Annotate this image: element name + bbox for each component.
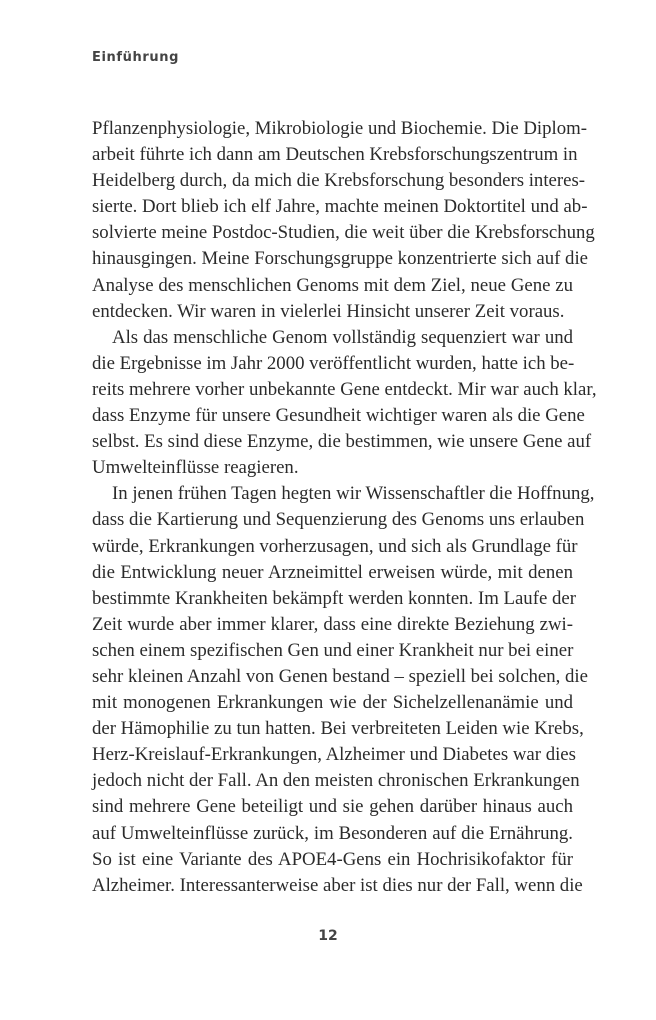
text-line: dass Enzyme für unsere Gesundheit wichtiger waren als die Gene xyxy=(92,405,585,427)
text-line: auf Umwelteinflüsse zurück, im Besonderen auf die Ernährung. xyxy=(92,822,573,844)
text-line: die Entwicklung neuer Arzneimittel erweisen würde, mit denen xyxy=(92,561,573,583)
text-line: Herz-Kreislauf-Erkrankungen, Alzheimer und Diabetes war dies xyxy=(92,744,576,766)
paragraph-2 xyxy=(92,325,597,482)
text-line: sehr kleinen Anzahl von Genen bestand – speziell bei solchen, die xyxy=(92,665,588,687)
text-line: der Hämophilie zu tun hatten. Bei verbreiteten Leiden wie Krebs, xyxy=(92,718,584,740)
text-line: sierte. Dort blieb ich elf Jahre, machte meinen Doktortitel und ab- xyxy=(92,196,588,218)
text-line: die Ergebnisse im Jahr 2000 veröffentlicht wurden, hatte ich be- xyxy=(92,352,575,374)
text-line: würde, Erkrankungen vorherzusagen, und sich als Grundlage für xyxy=(92,535,578,557)
text-line: bestimmte Krankheiten bekämpft werden konnten. Im Laufe der xyxy=(92,587,576,609)
text-line: Alzheimer. Interessanterweise aber ist dies nur der Fall, wenn die xyxy=(92,874,583,896)
text-line: arbeit führte ich dann am Deutschen Krebsforschungszentrum in xyxy=(92,144,578,166)
text-line: hinausgingen. Meine Forschungsgruppe konzentrierte sich auf die xyxy=(92,248,589,270)
text-line: mit monogenen Erkrankungen wie der Sichelzellenanämie und xyxy=(92,692,573,714)
text-line: Als das menschliche Genom vollständig sequenziert war und xyxy=(112,326,573,348)
page-number: 12 xyxy=(318,928,338,944)
text-line: solvierte meine Postdoc-Studien, die weit über die Krebsforschung xyxy=(92,222,595,244)
paragraph-3 xyxy=(92,481,595,899)
text-line: So ist eine Variante des APOE4-Gens ein Hochrisikofaktor für xyxy=(92,848,573,870)
paragraph-1 xyxy=(92,116,595,325)
text-line: schen einem spezifischen Gen und einer Krankheit nur bei einer xyxy=(92,639,574,661)
text-line: selbst. Es sind diese Enzyme, die bestimmen, wie unsere Gene auf xyxy=(92,431,592,453)
text-line: Heidelberg durch, da mich die Krebsforschung besonders interes- xyxy=(92,170,586,192)
body-text xyxy=(92,116,597,899)
text-line: sind mehrere Gene beteiligt und sie gehen darüber hinaus auch xyxy=(92,796,573,818)
running-header: Einführung xyxy=(92,50,179,65)
text-line: jedoch nicht der Fall. An den meisten chronischen Erkrankungen xyxy=(92,770,580,792)
text-line: dass die Kartierung und Sequenzierung des Genoms uns erlauben xyxy=(92,509,585,531)
text-line: Analyse des menschlichen Genoms mit dem Ziel, neue Gene zu xyxy=(92,274,573,296)
text-line: entdecken. Wir waren in vielerlei Hinsicht unserer Zeit voraus. xyxy=(92,300,565,322)
text-line: Umwelteinflüsse reagieren. xyxy=(92,457,299,479)
text-line: Pflanzenphysiologie, Mikrobiologie und Biochemie. Die Diplom- xyxy=(92,118,588,139)
text-line: Zeit wurde aber immer klarer, dass eine direkte Beziehung zwi- xyxy=(92,613,573,635)
text-line: In jenen frühen Tagen hegten wir Wissenschaftler die Hoffnung, xyxy=(112,483,595,505)
text-line: reits mehrere vorher unbekannte Gene entdeckt. Mir war auch klar, xyxy=(92,378,597,400)
